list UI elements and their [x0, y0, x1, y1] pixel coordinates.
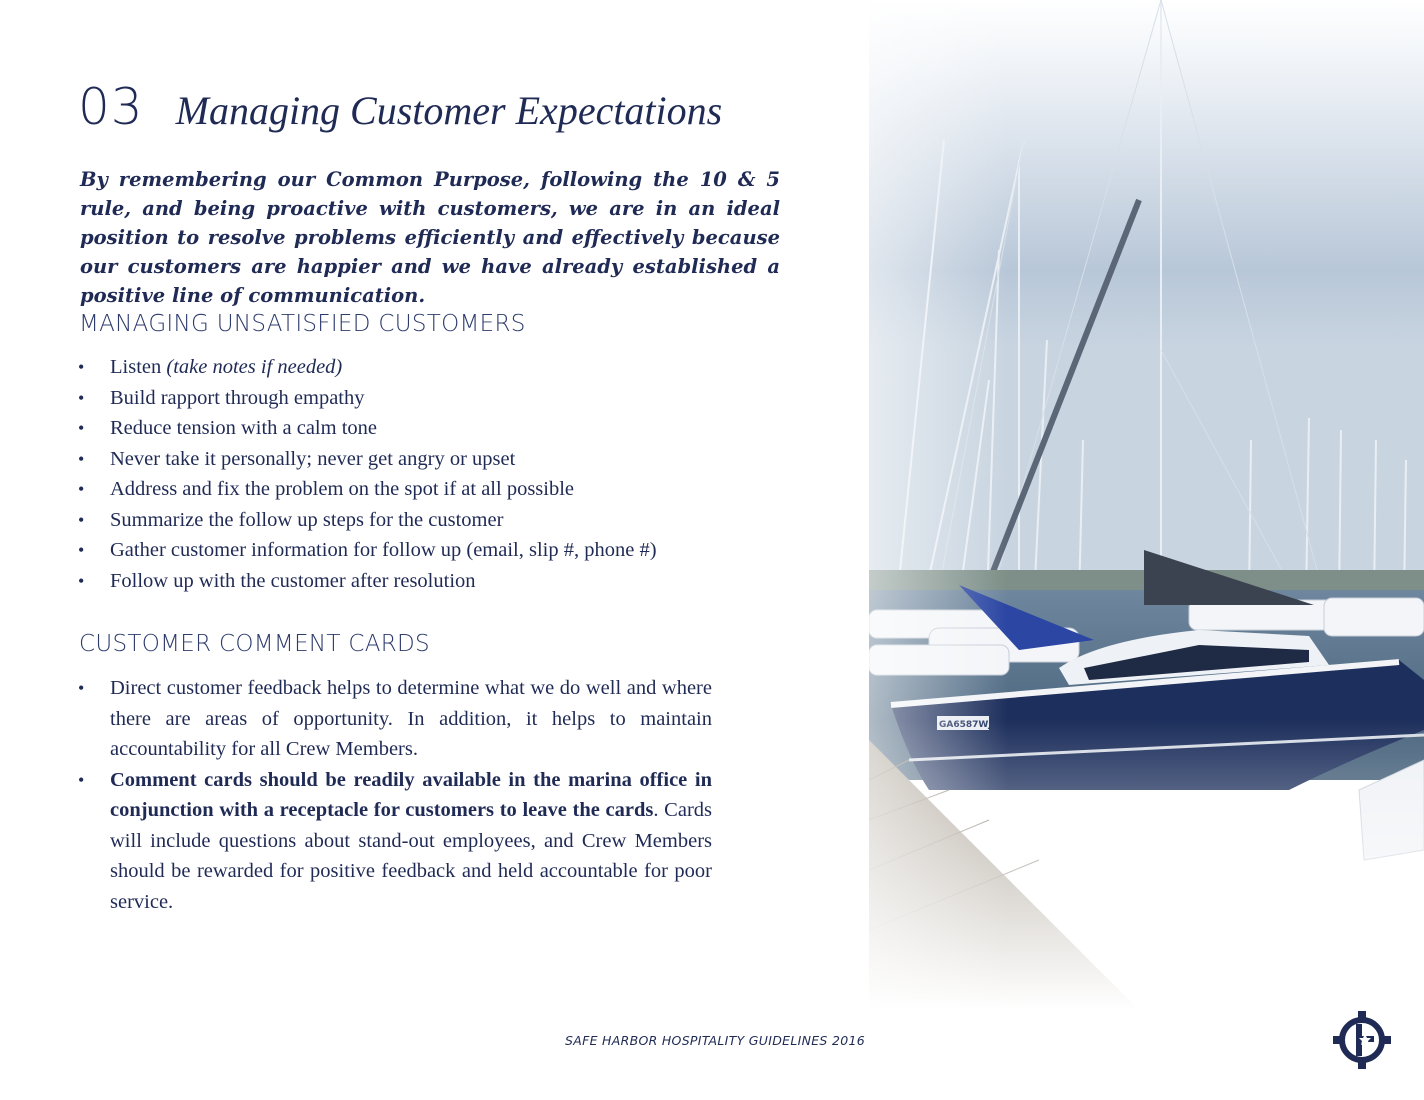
list-item: • Follow up with the customer after resolution [78, 566, 798, 597]
lead-paragraph: By remembering our Common Purpose, following the 10 & 5 rule, and being proactive with customers, we are in an ideal position to resolve problems efficiently and effectively because our customers are happier and we have already established a positive line of communication. [80, 168, 780, 307]
unsatisfied-customers-list [78, 352, 798, 596]
list-item: • Summarize the follow up steps for the customer [78, 505, 798, 536]
list-item: • Gather customer information for follow up (email, slip #, phone #) [78, 535, 798, 566]
heading-unsatisfied-customers: MANAGING UNSATISFIED CUSTOMERS [79, 311, 526, 337]
section-number: 03 [78, 78, 144, 136]
list-item-note: (take notes if needed) [166, 356, 343, 378]
bottom-fade-overlay [869, 720, 1424, 1010]
section-title-row [78, 78, 722, 136]
page-title: Managing Customer Expectations [175, 88, 723, 133]
marina-sailboat-photo [869, 0, 1424, 1010]
list-item: • Comment cards should be readily available in the marina office in conjunction with a receptacle for customers to leave the cards. Cards will include questions about stand-out employees, and Crew Members should be rewarded for positive feedback and held accountable for poor service. [78, 765, 712, 918]
list-item: • Reduce tension with a calm tone [78, 413, 798, 444]
list-item: • Never take it personally; never get angry or upset [78, 444, 798, 475]
list-item: • Address and fix the problem on the spot if at all possible [78, 474, 798, 505]
comment-cards-list [78, 673, 712, 917]
safe-harbor-logo-icon [1332, 1010, 1392, 1070]
list-item-bold: Comment cards should be readily available in the marina office in conjunction with a receptacle for customers to leave the cards [110, 768, 712, 821]
heading-comment-cards: CUSTOMER COMMENT CARDS [79, 631, 430, 657]
footer-text: SAFE HARBOR HOSPITALITY GUIDELINES 2016 [565, 1033, 865, 1048]
list-item: • Direct customer feedback helps to determine what we do well and where there are areas of opportunity. In addition, it helps to maintain accountability for all Crew Members. [78, 673, 712, 765]
list-item: • Build rapport through empathy [78, 383, 798, 414]
list-item: • Listen (take notes if needed) [78, 352, 798, 383]
